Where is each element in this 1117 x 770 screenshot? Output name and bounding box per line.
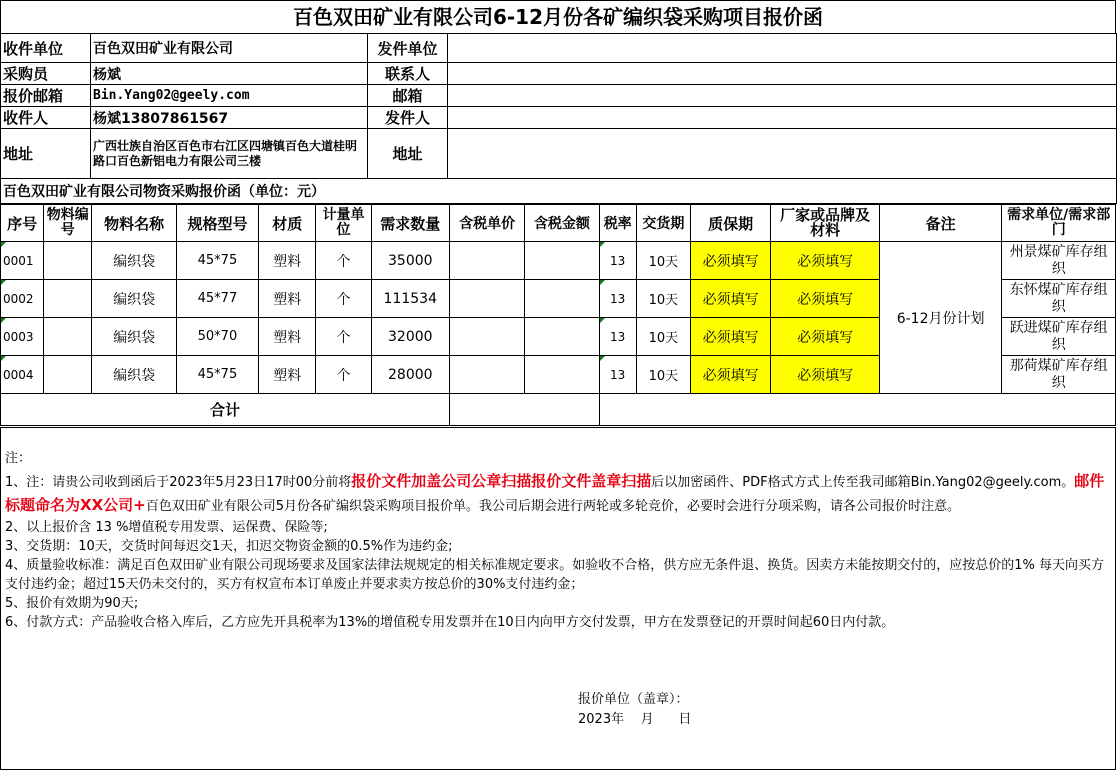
receiver-label: 收件人 (1, 107, 91, 129)
col-tax: 税率 (599, 205, 636, 242)
quote-unit-label: 报价单位（盖章）： (578, 692, 689, 707)
note-1-text-a: 1、注：请贵公司收到函后于2023年5月23日17时00分前将 (5, 475, 352, 490)
row-unit: 个 (316, 280, 371, 318)
col-material: 材质 (259, 205, 316, 242)
signature-block (578, 690, 691, 730)
row-unit: 个 (316, 356, 371, 394)
row-amount[interactable] (525, 356, 599, 394)
row-amount[interactable] (525, 318, 599, 356)
sender-person-label: 发件人 (368, 107, 448, 129)
note-1-highlight-1: 报价文件加盖公司公章扫描报价文件盖章扫描 (351, 472, 652, 490)
col-name: 物料名称 (92, 205, 176, 242)
address-label: 地址 (1, 129, 91, 179)
col-delivery: 交货期 (636, 205, 690, 242)
col-no: 序号 (1, 205, 44, 242)
col-price: 含税单价 (449, 205, 524, 242)
remark-cell: 6-12月份计划 (879, 242, 1002, 394)
row-spec: 50*70 (176, 318, 258, 356)
note-1 (5, 470, 1109, 518)
col-spec: 规格型号 (176, 205, 258, 242)
notes-section (0, 427, 1116, 770)
row-qty: 35000 (371, 242, 449, 280)
row-delivery: 10天 (636, 242, 690, 280)
row-unit: 个 (316, 242, 371, 280)
row-dept: 东怀煤矿库存组织 (1002, 280, 1116, 318)
row-no: 0004 (1, 356, 44, 394)
row-price[interactable] (449, 280, 524, 318)
row-dept: 那荷煤矿库存组织 (1002, 356, 1116, 394)
col-qty: 需求数量 (371, 205, 449, 242)
note-4: 4、质量验收标准：满足百色双田矿业有限公司现场要求及国家法律法规规定的相关标准规定要求。如验收不合格，供方应无条件退、换货。因卖方未能按期交付的，应按总价的1% 每天向买方支付违约金；超过15天仍未交付的，买方有权宣布本订单废止并要求卖方按总价的30%支付违约金； (5, 558, 1105, 592)
col-remark: 备注 (879, 205, 1002, 242)
quote-email-value: Bin.Yang02@geely.com (91, 85, 368, 107)
row-tax: 13 (599, 242, 636, 280)
row-no: 0001 (1, 242, 44, 280)
column-headers (1, 205, 1116, 242)
table-subtitle: 百色双田矿业有限公司物资采购报价函（单位：元） (1, 179, 1117, 204)
buyer-label: 采购员 (1, 63, 91, 85)
total-price[interactable] (449, 394, 599, 426)
row-warranty[interactable]: 必须填写 (691, 356, 771, 394)
items-table (0, 204, 1116, 426)
row-dept: 跃进煤矿库存组织 (1002, 318, 1116, 356)
total-blank (599, 394, 1115, 426)
notes-heading: 注： (5, 451, 32, 466)
sign-date: 2023年 月 日 (578, 712, 692, 727)
email-label: 邮箱 (368, 85, 448, 107)
row-no: 0003 (1, 318, 44, 356)
row-material: 塑料 (259, 318, 316, 356)
row-price[interactable] (449, 356, 524, 394)
row-spec: 45*75 (176, 356, 258, 394)
row-tax: 13 (599, 356, 636, 394)
email-value[interactable] (448, 85, 1117, 107)
row-material: 塑料 (259, 242, 316, 280)
note-5: 5、报价有效期为90天; (5, 596, 139, 611)
note-2: 2、以上报价含 13 %增值税专用发票、运保费、保险等; (5, 520, 328, 535)
row-name: 编织袋 (92, 280, 176, 318)
sender-value[interactable] (448, 34, 1117, 63)
row-brand[interactable]: 必须填写 (771, 356, 879, 394)
receiver-value: 杨斌13807861567 (91, 107, 368, 129)
row-qty: 111534 (371, 280, 449, 318)
note-1-highlight-2: 邮件标题命名为XX公司+ (5, 472, 1105, 514)
row-delivery: 10天 (636, 356, 690, 394)
row-dept: 州景煤矿库存组织 (1002, 242, 1116, 280)
row-tax: 13 (599, 318, 636, 356)
row-warranty[interactable]: 必须填写 (691, 280, 771, 318)
row-name: 编织袋 (92, 318, 176, 356)
row-warranty[interactable]: 必须填写 (691, 318, 771, 356)
recipient-value: 百色双田矿业有限公司 (91, 34, 368, 63)
contact-value[interactable] (448, 63, 1117, 85)
row-price[interactable] (449, 318, 524, 356)
address-value: 广西壮族自治区百色市右江区四塘镇百色大道桂明路口百色新铝电力有限公司三楼 (91, 129, 368, 179)
col-warranty: 质保期 (691, 205, 771, 242)
row-code[interactable] (44, 242, 92, 280)
row-material: 塑料 (259, 280, 316, 318)
address-value-2[interactable] (448, 129, 1117, 179)
recipient-label: 收件单位 (1, 34, 91, 63)
row-delivery: 10天 (636, 280, 690, 318)
note-1-text-c: 百色双田矿业有限公司5月份各矿编织袋采购项目报价单。我公司后期会进行两轮或多轮竞价，必要时会进行分项采购，请各公司报价时注意。 (145, 499, 960, 514)
row-spec: 45*75 (176, 242, 258, 280)
col-dept: 需求单位/需求部门 (1002, 205, 1116, 242)
note-3: 3、交货期：10天，交货时间每迟交1天，扣迟交物资金额的0.5%作为违约金; (5, 539, 453, 554)
address-label-2: 地址 (368, 129, 448, 179)
sender-person-value[interactable] (448, 107, 1117, 129)
row-qty: 28000 (371, 356, 449, 394)
row-price[interactable] (449, 242, 524, 280)
quote-email-label: 报价邮箱 (1, 85, 91, 107)
row-name: 编织袋 (92, 356, 176, 394)
table-row (1, 242, 1116, 280)
row-tax: 13 (599, 280, 636, 318)
sender-label: 发件单位 (368, 34, 448, 63)
row-material: 塑料 (259, 356, 316, 394)
col-unit: 计量单位 (316, 205, 371, 242)
row-brand[interactable]: 必须填写 (771, 318, 879, 356)
row-code[interactable] (44, 318, 92, 356)
col-amount: 含税金额 (525, 205, 599, 242)
row-delivery: 10天 (636, 318, 690, 356)
row-qty: 32000 (371, 318, 449, 356)
row-name: 编织袋 (92, 242, 176, 280)
row-amount[interactable] (525, 242, 599, 280)
row-warranty[interactable]: 必须填写 (691, 242, 771, 280)
row-code[interactable] (44, 280, 92, 318)
total-label: 合计 (1, 394, 450, 426)
total-row (1, 394, 1116, 426)
header-table (0, 33, 1117, 204)
buyer-value: 杨斌 (91, 63, 368, 85)
row-code[interactable] (44, 356, 92, 394)
row-amount[interactable] (525, 280, 599, 318)
row-no: 0002 (1, 280, 44, 318)
note-1-text-b: 后以加密函件、PDF格式方式上传至我司邮箱Bin.Yang02@geely.com。 (651, 475, 1075, 490)
contact-label: 联系人 (368, 63, 448, 85)
row-brand[interactable]: 必须填写 (771, 280, 879, 318)
row-unit: 个 (316, 318, 371, 356)
col-brand: 厂家或品牌及材料 (771, 205, 879, 242)
page-title: 百色双田矿业有限公司6-12月份各矿编织袋采购项目报价函 (0, 0, 1116, 33)
row-brand[interactable]: 必须填写 (771, 242, 879, 280)
note-6: 6、付款方式：产品验收合格入库后，乙方应先开具税率为13%的增值税专用发票并在10日内向甲方交付发票，甲方在发票登记的开票时间起60日内付款。 (5, 615, 895, 630)
row-spec: 45*77 (176, 280, 258, 318)
col-code: 物料编号 (44, 205, 92, 242)
